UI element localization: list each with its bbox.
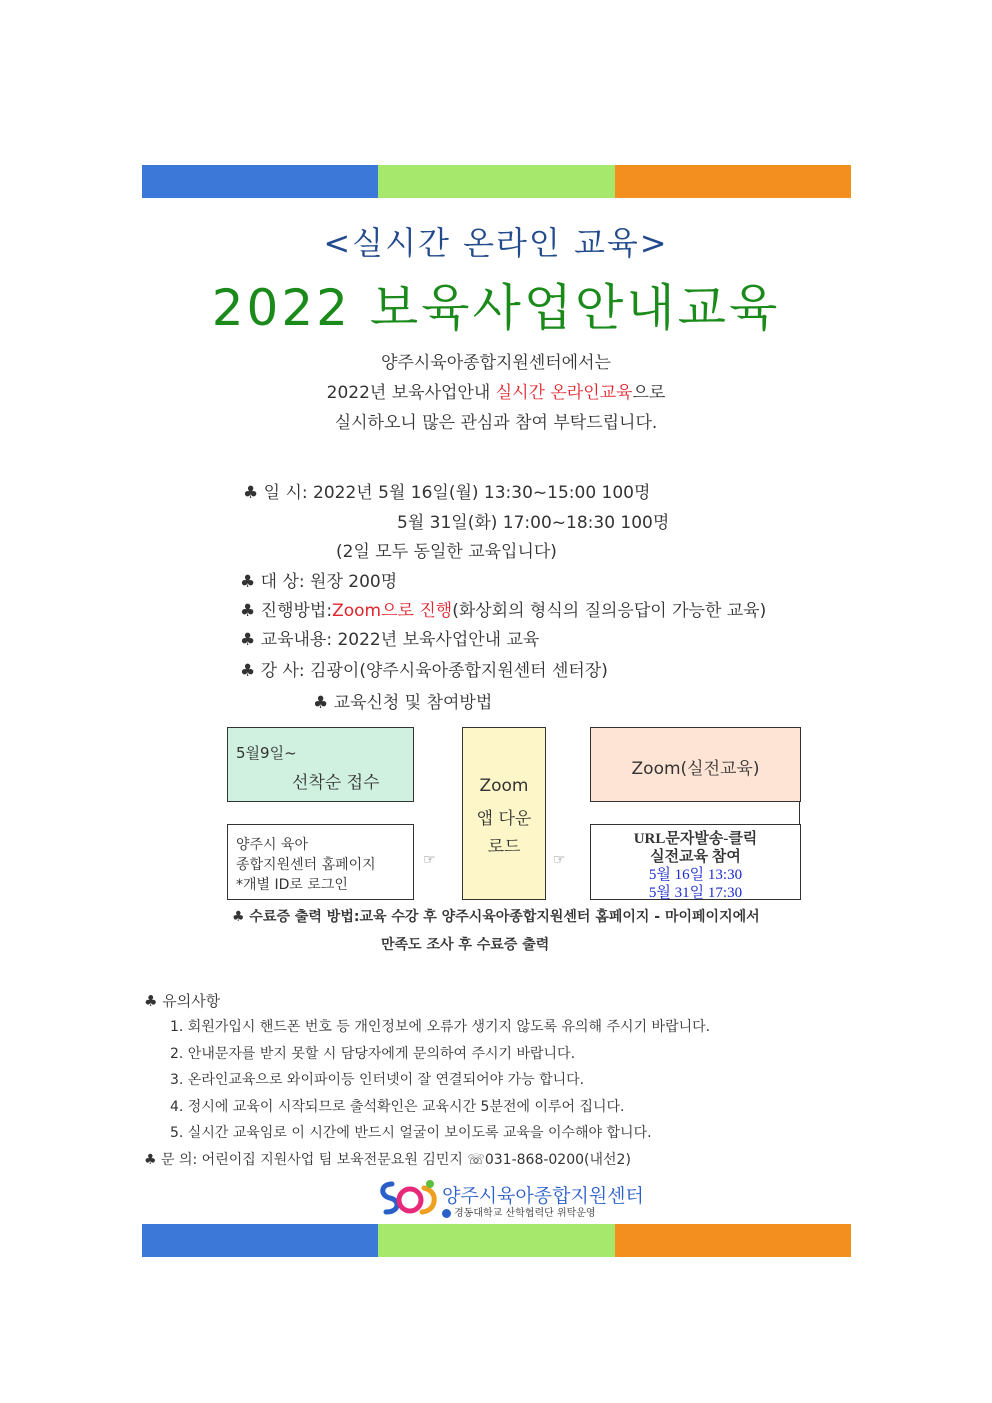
url-date-2: 5월 31일 17:30 <box>648 885 743 901</box>
intro-line-2 <box>0 378 992 403</box>
date-1: 2022년 5월 16일(월) 13:30~15:00 100명 <box>313 483 651 503</box>
bottom-color-bar <box>142 1224 851 1257</box>
zoom-download-line-2: 앱 다운 <box>476 809 532 829</box>
logo-sub-text: 경동대학교 산학협력단 위탁운영 <box>454 1208 596 1219</box>
register-text: 선착순 접수 <box>292 773 380 793</box>
target-label: 대 상: <box>260 572 305 592</box>
method-highlight: Zoom으로 진행 <box>332 601 453 621</box>
target-value: 원장 200명 <box>310 572 398 592</box>
zoom-live-box <box>590 727 801 802</box>
page-subtitle: <실시간 온라인 교육> <box>323 224 669 262</box>
detail-method <box>240 596 766 621</box>
url-line-1: URL문자발송-클릭 <box>633 831 758 847</box>
lecturer-label: 강 사: <box>260 661 305 681</box>
contact-line: ♣ 문 의: 어린이집 지원사업 팀 보육전문요원 김민지 ☏031-868-0200(내선2) <box>144 1152 631 1168</box>
bar-segment-orange <box>615 165 851 198</box>
url-line-2: 실전교육 참여 <box>650 849 741 865</box>
apply-heading-text: 교육신청 및 참여방법 <box>333 693 493 713</box>
homepage-login-note: *개별 ID로 로그인 <box>236 877 348 893</box>
homepage-box <box>227 824 414 900</box>
bar-segment-green <box>378 165 614 198</box>
intro-line-2-post: 으로 <box>632 383 666 403</box>
detail-content <box>240 625 539 650</box>
arrow-icon: ☞ <box>423 852 436 868</box>
bar-segment-blue <box>142 1224 378 1257</box>
arrow-icon: ☞ <box>553 852 566 868</box>
date-note: (2일 모두 동일한 교육입니다) <box>336 542 557 562</box>
apply-heading <box>313 688 492 713</box>
date-2: 5월 31일(화) 17:00~18:30 100명 <box>397 513 670 533</box>
notes-heading: ♣ 유의사항 <box>144 992 221 1010</box>
top-color-bar <box>142 165 851 198</box>
content-value: 2022년 보육사업안내 교육 <box>337 630 540 650</box>
club-icon: ♣ <box>240 630 256 650</box>
register-date: 5월9일~ <box>236 744 297 762</box>
date-label: 일 시: <box>263 483 308 503</box>
note-item-2: 2. 안내문자를 받지 못할 시 담당자에게 문의하여 주시기 바랍니다. <box>170 1046 576 1062</box>
register-box <box>227 727 414 802</box>
detail-target <box>240 567 397 592</box>
bar-segment-green <box>378 1224 614 1257</box>
connector-line <box>799 801 800 825</box>
detail-date <box>243 478 650 503</box>
intro-line-3: 실시하오니 많은 관심과 참여 부탁드립니다. <box>334 413 658 433</box>
homepage-line-1: 양주시 육아 <box>236 837 309 853</box>
note-item-4: 4. 정시에 교육이 시작되므로 출석확인은 교육시간 5분전에 이루어 집니다. <box>170 1099 625 1115</box>
intro-highlight: 실시간 온라인교육 <box>495 383 633 403</box>
bar-segment-orange <box>615 1224 851 1257</box>
bar-segment-blue <box>142 165 378 198</box>
logo-sub <box>442 1204 596 1219</box>
zoom-live-text: Zoom(실전교육) <box>631 759 760 779</box>
homepage-line-2: 종합지원센터 홈페이지 <box>236 857 376 873</box>
club-icon: ♣ <box>313 693 329 713</box>
club-icon: ♣ <box>240 572 256 592</box>
university-emblem-icon <box>442 1209 451 1218</box>
note-item-3: 3. 온라인교육으로 와이파이등 인터넷이 잘 연결되어야 가능 합니다. <box>170 1072 585 1088</box>
logo-name: 양주시육아종합지원센터 <box>442 1185 644 1207</box>
content-label: 교육내용: <box>260 630 333 650</box>
detail-lecturer <box>240 656 608 681</box>
certificate-line-1: ♣ 수료증 출력 방법:교육 수강 후 양주시육아종합지원센터 홈페이지 - 마이페이지에서 <box>232 909 760 925</box>
certificate-line-2: 만족도 조사 후 수료증 출력 <box>381 937 550 953</box>
method-note: (화상회의 형식의 질의응답이 가능한 교육) <box>452 601 767 621</box>
intro-line-2-pre: 2022년 보육사업안내 <box>326 383 496 403</box>
intro-line-1: 양주시육아종합지원센터에서는 <box>381 353 611 373</box>
center-logo-icon <box>378 1178 438 1218</box>
method-label: 진행방법: <box>260 601 333 621</box>
zoom-download-box <box>462 727 546 900</box>
note-item-1: 1. 회원가입시 핸드폰 번호 등 개인정보에 오류가 생기지 않도록 유의해 주시기 바랍니다. <box>170 1019 711 1035</box>
club-icon: ♣ <box>240 601 256 621</box>
note-item-5: 5. 실시간 교육임로 이 시간에 반드시 얼굴이 보이도록 교육을 이수해야 합니다. <box>170 1125 652 1141</box>
url-box <box>590 824 801 900</box>
zoom-download-line-3: 로드 <box>487 837 521 857</box>
lecturer-value: 김광이(양주시육아종합지원센터 센터장) <box>310 661 608 681</box>
zoom-title: Zoom <box>479 776 529 796</box>
club-icon: ♣ <box>243 483 259 503</box>
club-icon: ♣ <box>240 661 256 681</box>
url-date-1: 5월 16일 13:30 <box>648 867 743 883</box>
page-title: 2022 보육사업안내교육 <box>211 279 781 337</box>
